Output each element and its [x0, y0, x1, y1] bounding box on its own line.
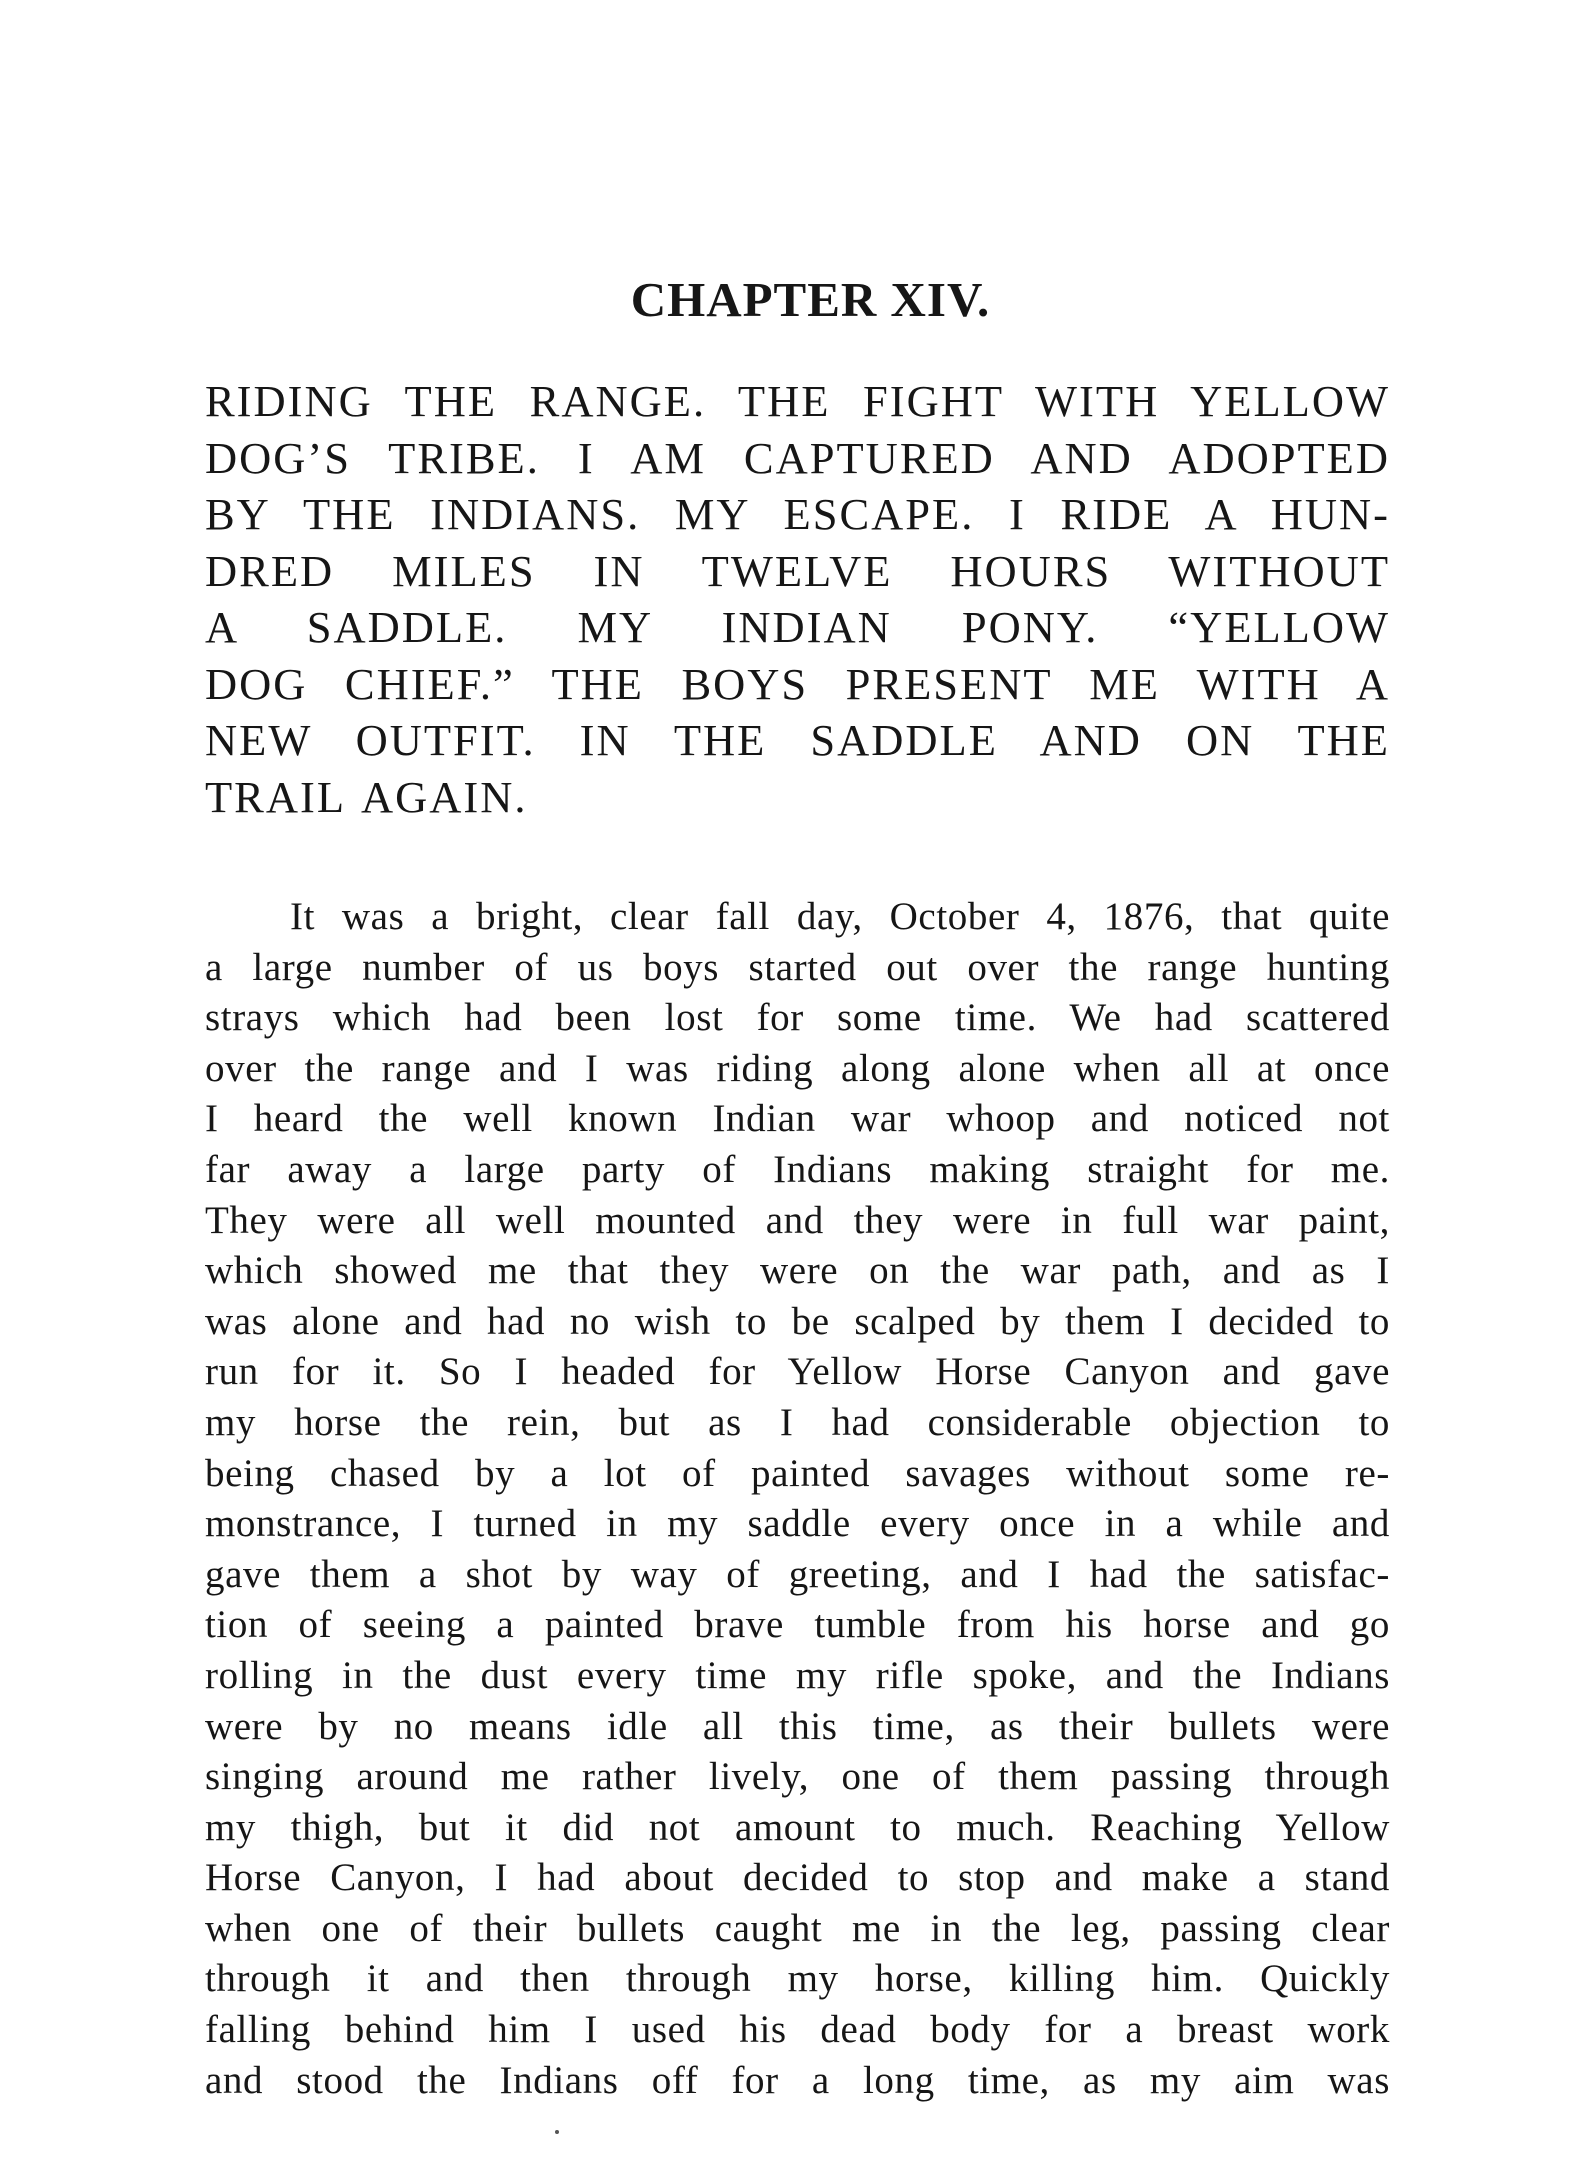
body-line: singing around me rather lively, one of them passing through	[205, 1755, 1390, 1799]
summary-line: DRED MILES IN TWELVE HOURS WITHOUT	[205, 545, 1390, 596]
chapter-summary	[205, 373, 1390, 825]
body-line: They were all well mounted and they were in full war paint,	[205, 1198, 1390, 1242]
summary-line: DOG’S TRIBE. I AM CAPTURED AND ADOPTED	[205, 432, 1390, 483]
summary-line: DOG CHIEF.” THE BOYS PRESENT ME WITH A	[205, 658, 1390, 709]
chapter-title: CHAPTER XIV.	[630, 272, 991, 327]
body-line: through it and then through my horse, killing him. Quickly	[205, 1957, 1390, 2001]
body-line: were by no means idle all this time, as their bullets were	[205, 1704, 1390, 1748]
body-line: strays which had been lost for some time. We had scattered	[205, 996, 1390, 1040]
print-speck	[555, 2130, 559, 2134]
body-line: was alone and had no wish to be scalped by them I decided to	[205, 1299, 1390, 1343]
body-line: being chased by a lot of painted savages without some re-	[205, 1451, 1390, 1495]
summary-line: TRAIL AGAIN.	[205, 771, 528, 822]
body-line: I heard the well known Indian war whoop and noticed not	[205, 1097, 1390, 1141]
body-line: gave them a shot by way of greeting, and I had the satisfac-	[205, 1552, 1390, 1596]
body-line: my thigh, but it did not amount to much. Reaching Yellow	[205, 1805, 1390, 1849]
body-line: run for it. So I headed for Yellow Horse Canyon and gave	[205, 1350, 1390, 1394]
body-line: a large number of us boys started out over the range hunting	[205, 945, 1390, 989]
body-line: which showed me that they were on the war path, and as I	[205, 1249, 1390, 1293]
body-line: tion of seeing a painted brave tumble from his horse and go	[205, 1603, 1390, 1647]
body-paragraph	[205, 892, 1390, 2106]
body-line: over the range and I was riding along alone when all at once	[205, 1046, 1390, 1090]
body-line: when one of their bullets caught me in the leg, passing clear	[205, 1906, 1390, 1950]
body-line: rolling in the dust every time my rifle spoke, and the Indians	[205, 1653, 1390, 1697]
summary-line: RIDING THE RANGE. THE FIGHT WITH YELLOW	[205, 376, 1390, 426]
body-line: monstrance, I turned in my saddle every once in a while and	[205, 1502, 1390, 1546]
summary-line: NEW OUTFIT. IN THE SADDLE AND ON THE	[205, 715, 1390, 765]
body-line: far away a large party of Indians making straight for me.	[205, 1147, 1390, 1191]
body-line: my horse the rein, but as I had considerable objection to	[205, 1400, 1390, 1444]
body-line: and stood the Indians off for a long time, as my aim was	[205, 2058, 1390, 2102]
summary-line: BY THE INDIANS. MY ESCAPE. I RIDE A HUN-	[205, 489, 1390, 539]
body-line: Horse Canyon, I had about decided to stop and make a stand	[205, 1856, 1390, 1900]
body-line: It was a bright, clear fall day, October 4, 1876, that quite	[290, 895, 1390, 938]
summary-line: A SADDLE. MY INDIAN PONY. “YELLOW	[205, 602, 1390, 652]
body-line: falling behind him I used his dead body for a breast work	[205, 2008, 1390, 2052]
